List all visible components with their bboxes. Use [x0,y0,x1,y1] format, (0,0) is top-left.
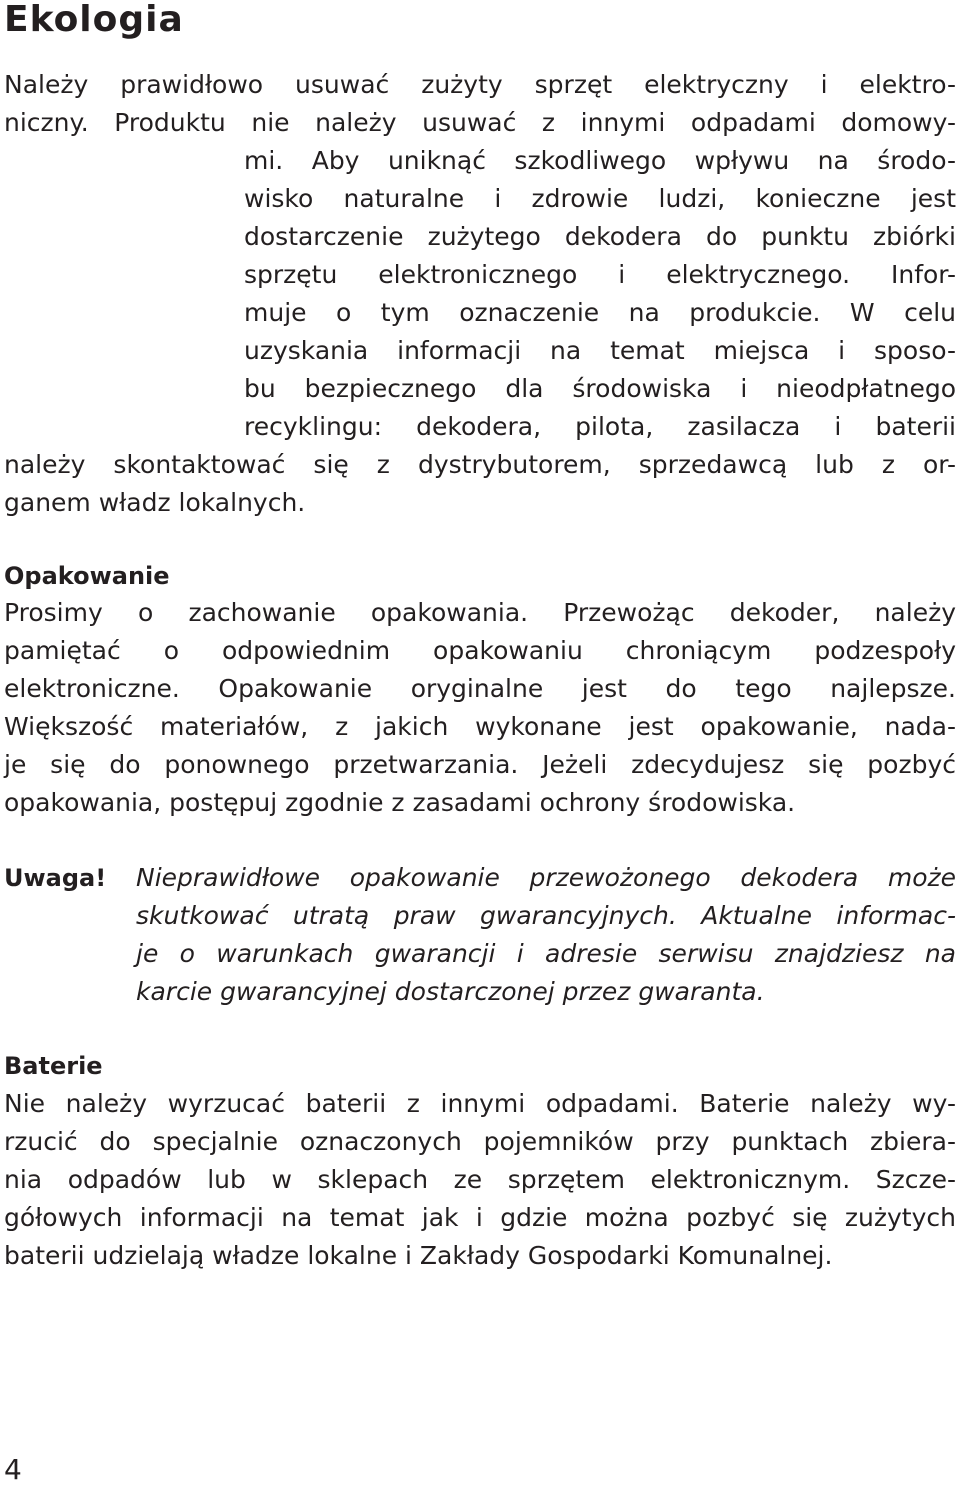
ecology-line: Należy prawidłowo usuwać zużyty sprzęt elektryczny i elektro- [4,70,956,99]
page-number: 4 [4,1453,22,1486]
warning-line: Nieprawidłowe opakowanie przewożonego dekodera może [136,863,956,892]
packaging-line: Większość materiałów, z jakich wykonane jest opakowanie, nada- [4,712,956,741]
warning-line: skutkować utratą praw gwarancyjnych. Aktualne informac- [136,901,956,930]
batteries-line: Nie należy wyrzucać baterii z innymi odpadami. Baterie należy wy- [4,1089,956,1118]
packaging-line: Prosimy o zachowanie opakowania. Przewożąc dekoder, należy [4,598,956,627]
packaging-line: je się do ponownego przetwarzania. Jeżeli zdecydujesz się pozbyć [4,750,956,779]
warning-line: je o warunkach gwarancji i adresie serwisu znajdziesz na [136,939,956,968]
ecology-line: ganem władz lokalnych. [4,488,306,517]
batteries-line: rzucić do specjalnie oznaczonych pojemników przy punktach zbiera- [4,1127,956,1156]
ecology-line: sprzętu elektronicznego i elektrycznego. Infor- [244,260,956,289]
ecology-line: mi. Aby uniknąć szkodliwego wpływu na środo- [244,146,956,175]
batteries-line: nia odpadów lub w sklepach ze sprzętem elektronicznym. Szcze- [4,1165,956,1194]
packaging-line: opakowania, postępuj zgodnie z zasadami ochrony środowiska. [4,788,796,817]
packaging-line: pamiętać o odpowiednim opakowaniu chroniącym podzespoły [4,636,956,665]
ecology-line: uzyskania informacji na temat miejsca i sposo- [244,336,956,365]
batteries-heading: Baterie [4,1052,103,1080]
ecology-line: wisko naturalne i zdrowie ludzi, konieczne jest [244,184,956,213]
ecology-line: recyklingu: dekodera, pilota, zasilacza i baterii [244,412,956,441]
packaging-heading: Opakowanie [4,562,170,590]
batteries-line: gółowych informacji na temat jak i gdzie można pozbyć się zużytych [4,1203,956,1232]
ecology-line: dostarczenie zużytego dekodera do punktu zbiórki [244,222,956,251]
packaging-line: elektroniczne. Opakowanie oryginalne jest do tego najlepsze. [4,674,956,703]
batteries-line: baterii udzielają władze lokalne i Zakłady Gospodarki Komunalnej. [4,1241,833,1270]
ecology-line: muje o tym oznaczenie na produkcie. W celu [244,298,956,327]
ecology-line: należy skontaktować się z dystrybutorem, sprzedawcą lub z or- [4,450,956,479]
ecology-line: niczny. Produktu nie należy usuwać z innymi odpadami domowy- [4,108,956,137]
page-title: Ekologia [4,0,184,40]
ecology-line: bu bezpiecznego dla środowiska i nieodpłatnego [244,374,956,403]
warning-label: Uwaga! [4,864,107,892]
warning-line: karcie gwarancyjnej dostarczonej przez gwaranta. [136,977,765,1006]
